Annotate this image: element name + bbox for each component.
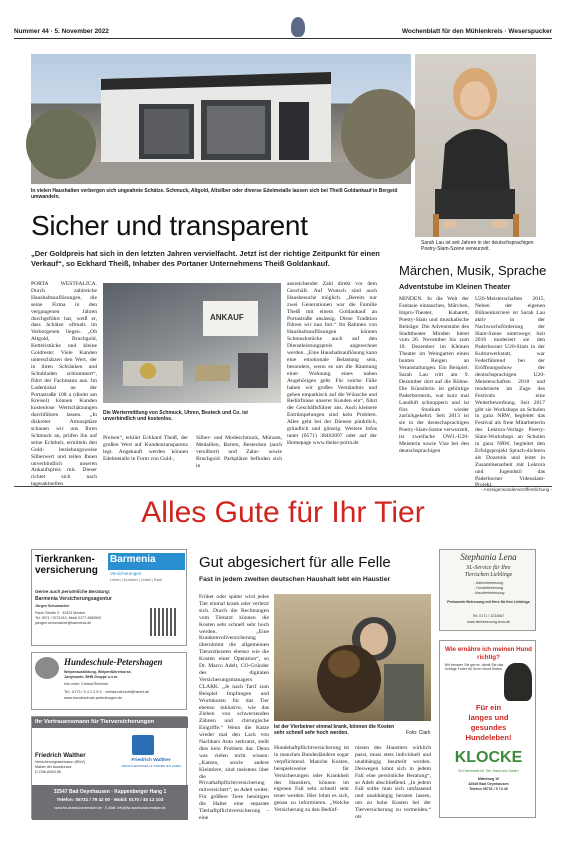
walther-role2: Makler der Assekuranz <box>35 765 72 769</box>
side-subhead: Adventstube im Kleinen Theater <box>399 282 511 291</box>
walther-header: Ihr Vertrauensmann für Tierversicherungen <box>32 717 188 728</box>
stephania-web: www.tierbetreuung-lena.de <box>467 620 510 624</box>
lead-gold: „Der Goldpreis hat sich in den letzten Jahren vervielfacht. Jetzt ist der richtige Zeitpunkt für einen Verkauf“, so Eckhard Theiß, Inhaber des Portaner Unternehmens Theiß Goldankauf. <box>31 249 380 268</box>
barmenia-line6: juergen.schumacher@barmenia.de <box>35 621 92 625</box>
storefront-caption: In vielen Haushalten verbergen sich ungeahnte Schätze. Schmuck, Altgold, Altsilber oder diverse Edelmetalle lassen sich bei Theiß Goldankauf in Bergeid umwandeln. <box>31 188 398 200</box>
poet-portrait-photo <box>415 54 536 237</box>
barmenia-tagline: Leben | Kranken | Unfall | Sach <box>110 578 163 582</box>
dog-image-icon <box>504 663 532 701</box>
klocke-claim4: Hundeleben! <box>465 733 512 742</box>
barmenia-line2: Barmenia Versicherungsagentur <box>35 596 112 602</box>
section-divider <box>14 486 552 487</box>
barmenia-title: Tierkranken-versicherung <box>35 554 98 576</box>
klocke-claim1: Für ein <box>475 703 502 712</box>
stephania-item3: - Haustierbetreuung <box>472 591 505 595</box>
gold-column-1: PORTA WESTFALICA. Durch zahlreiche Haushaltsauflösungen, die seine Firma in den vergangenen Jahren durchgeführt hat, weiß er, dass Schätze oftmals im Verborgenen liegen. „Ob Altgold, Bruchgold, Ketteristücke und kleine Goldreste: Viele Kunden unterschätzen den Wert, der in ihren Schränken und Schubladen schlummert“, führt der Fachmann aus. Im Ladenlokal an der Portastraße 108 a (direkt am Kreisel) können Kunden kostenlose Wertschätzungen durchführen lassen. „In diskreter Atmosphäre schauen wir uns Ihren Schmuck an, prüfen ihn auf seine Echtheit, ermitteln den Gold- beziehungsweise Silberwert und teilen Ihnen unverbindlich unseren Ankaufspreis mit. Dieser richtet sich nach tagesaktuellen <box>31 281 97 488</box>
klocke-ad[interactable] <box>439 640 536 818</box>
hundeschule-line2: Junghunde, BHB Gruppe u.v.m. <box>64 675 119 679</box>
hundeschule-line5: www.hundeschule-petershagen.de <box>64 696 123 700</box>
stephania-more: Preiswerte Betreuung mit Herz für Ihre Lieblinge <box>447 600 530 604</box>
walther-role: Versicherungsfachmann (BWV) <box>35 760 86 764</box>
dog-photo <box>274 594 431 721</box>
dog-photo-credit: Foto: Clark <box>406 730 431 736</box>
klocke-tel: Telefon 05731 / 9 74 40 <box>469 787 508 791</box>
walther-web: www.fw-assekuranzmakler.de · E-Mail: info@fw-assekuranzmakler.de <box>54 806 166 810</box>
paper-name: Wochenblatt für den Mühlenkreis · Weserspucker <box>402 28 552 35</box>
barmenia-ad[interactable] <box>31 549 187 646</box>
klocke-addr: Mittelweg 10 <box>477 777 500 781</box>
stephania-name: Stephania Lena <box>460 552 517 562</box>
gold-shop-caption: Die Wertermittlung von Schmuck, Uhren, Besteck und Co. ist unverbindlich und kostenlos. <box>103 410 248 422</box>
walther-phone: Telefon: 05731 / 79 42 00 · Mobil: 0170 / 45 12 103 <box>56 797 164 802</box>
gold-column-4: ausreichender Zahl direkt vor dem Geschäft. Auf Wunsch sind auch Hausbesuche möglich. „Bereits nur zwei Generationen war die Familie Theiß mit einem Goldankauf an Portastraße ansässig. Diese Tradition führen wir nun fort.“ Im Rahmen von Haushaltsauflösungen können Schmuckstücke auch auf den Dienstleistungspreis angerechnet werden. „Eine Haushaltsauflösung kann eine emotionale Belastung sein, besonders, wenn es um die Räumung einer Wohnung eines nahen Angehörigen geht. Für solche Fälle haben wir großes Verständnis und gehen empathisch auf die Wünsche und Bedürfnisse unserer Kunden ein“, führt der Geschäftsführer aus. Auch kleinere Entrümpelungen sind kein Problem. Alles geht bei der Dienste pünktlich, gründlich und günstig. Weitere Infos unter (0571) 38462097 oder auf der Homepage www.theiss-porta.de <box>287 281 377 446</box>
walther-brand: Friedrich Walther <box>131 758 171 763</box>
klocke-brand-sub: Ihr Fachmarkt für Tier, Haus und Garten <box>458 769 519 773</box>
klocke-brand: KLOCKE <box>454 749 523 766</box>
hundeschule-line1: Welpenausbildung, Welpenführerkurse, <box>64 670 132 674</box>
pet-subhead: Fast in jedem zweiten deutschen Haushalt lebt ein Haustier <box>199 576 391 583</box>
dog-photo-caption: Ist der Vierbeiner einmal krank, können die Kosten sehr schnell sehr hoch werden. <box>274 724 395 736</box>
barmenia-brand: Barmenia <box>110 554 156 565</box>
gold-column-2: Preisen“, erklärt Eckhard Theiß, der großen Wert auf Kundentransparenz legt. Angekauft werden können Edelmetalle in Form von Gold-, <box>103 435 188 462</box>
stephania-item2: - Hundebetreuung <box>474 586 503 590</box>
walther-ad[interactable] <box>31 716 187 819</box>
stephania-ad[interactable] <box>439 549 536 631</box>
page-header <box>14 27 552 39</box>
hundeschule-ad[interactable] <box>31 652 187 710</box>
walther-logo-icon <box>132 735 154 755</box>
klocke-headline: Wie ernähre ich meinen Hund richtig? <box>445 646 532 661</box>
gold-column-3: Silber- und Modeschmuck, Münzen, Medaillen, Barren, Bestecken (auch versilbert) und Zahn- sowie Bruchgold. Parkplätze befinden sich in <box>196 435 282 469</box>
hundeschule-line3: Info unter: Christa Reinhold <box>64 682 108 686</box>
side-headline: Märchen, Musik, Sprache <box>399 263 547 278</box>
qr-code-icon <box>150 608 178 636</box>
walther-code: D-O98-AVB9-56 <box>35 770 61 774</box>
portrait-caption: Sarah Lau ist seit Jahren in der deutschsprachigen Poetry-Slam-Szene verwurzelt. <box>421 240 534 252</box>
barmenia-line5: Tel. 0571 / 9721910, Mobil 0177 4985500 <box>35 616 102 620</box>
side-column-1: MINDEN. In die Welt der Fantasie eintauchen, Märchen, Impro-Theater, Kabarett, Poetry-Slam und musikalische Beiträge: Die Adventstube des Stadttheater Minden bietet vom 26. November bis zum 18. Dezember im Kleinen Theater im Weingarten einen bunten Reigen an Veranstaltungen. Ein Beispiel: Sarah Lau tritt am 9. Dezember dort auf die Bühne. Die Künstlerin ist gebürtige Paderbornerin, war kurz mal Landluft schnuppern und ist fürs Studium wieder zurückgekehrt. Seit 2013 ist sie in der deutschsprachigen Poetry-Slam-Szene verwurzelt, ist zweifache OWL-U20-Meisterin sowie Vize bei den deutschsprachigen <box>399 296 469 454</box>
headline-gold: Sicher und transparent <box>31 210 308 241</box>
walther-address: 32547 Bad Oeynhausen · Kappenberger Hang 1 <box>53 789 167 795</box>
barmenia-line4: Paulo Straße 3 · 32423 Minden <box>35 611 85 615</box>
pet-column-1: Früher oder später wird jedes Tier einmal krank oder verletzt sich. Durch die Rechnungen vom Tierarzt können die Kosten sehr schnell sehr hoch werden. „Eine Krankenvollversicherung übernimmt die allgemeinen Tierarztkosten ebenso wie die Kosten einer Operation“, so Dr. Marco Adelt, CO-Gründer des digitalen Versicherungsmanagers CLARK. „Je nach Tarif zum Beispiel Impfungen und Wurmkuren für das Tier ebenso inklusive, wie das Ziehen von schwerzenden Zähnen und chirurgische Eingriffe.“ Wenn die Katze wieder mal den Lack von Nachbars Auto zerkratzt, stellt dies kein Problem dar. Denn was vielen nicht wissen: „Katzen, sowie andere Kleintiere, sind meistens über die Privathaftpflichtversicherung mitversichert“, so Adelt weiter. Für größere Tiere benötigen die Halter eine separate Tierhaftpflichtversicherung – eine <box>199 594 269 821</box>
klocke-city: 32549 Bad Oeynhausen <box>468 782 509 786</box>
storefront-photo <box>31 54 411 184</box>
dog-logo-icon <box>35 657 59 679</box>
stephania-line1: SL-Service für Ihre <box>466 565 511 571</box>
klocke-claim2: langes und <box>468 713 509 722</box>
barmenia-line1: Gerne auch persönliche Beratung: <box>35 589 111 594</box>
hundeschule-line4: Tel.: 0173 / 0 4 2 2 5 4 · christa.reinhold@hsnet.de <box>64 690 150 694</box>
stephania-tel: Tel. 0171 / 1234567 <box>472 614 505 618</box>
walther-brand-sub: VERSICHERUNGEN & IMMOBILIEN GMBH <box>121 764 181 768</box>
barmenia-brand-sub: Versicherungen <box>110 571 142 576</box>
pet-column-2: Hundehaftpflichtversicherung ist in manchen Bundesländern sogar verpflichtend. Manche Kosten, beispielsweise für Versicherungen oder Krankheit des Haustiers, können im eigenen Fall sehr schnell sehr teuer werden. Hier lohnt es sich, genau zu informieren. „Welche Versicherung zu den Bedürf- <box>274 745 349 814</box>
stephania-line2: Tierischen Lieblinge <box>464 572 513 578</box>
advertorial-note: - Anzeigensonderveröffentlichung - <box>481 487 552 492</box>
side-column-2: U20-Meisterschaften 2015. Neben der eigenen Bühnenkarriere ist Sarah Lau aktiv in der Nachwuchsförderung der Slam-Szene unterwegs: Seit 2016 moderiert sie den Paderborner U20-Slam in der Kulturwerkstatt, war Federführend bei der Eröffnungsshow der deutschsprachigen U20-Meisterschaften 2018 und moderierte im Zuge des Festivals eine Weiterbewerbung. Seit 2017 gibt sie Workshops an Schulen in ganz NRW, begleitet das Festival als freie Mitarbeiterin des Lektora-Verlags Poetry-Slam-Workshops an Schulen in ganz NRW, begleitet den Erfolgsprojekt Sprach-dichtern als Dozentin und leitet in Zusammenarbeit mit Lektora und Jugendstil das Paderborner Videoslam-Projekt. <box>475 296 545 489</box>
gold-shop-photo <box>103 283 281 403</box>
section-title: Alles Gute für Ihr Tier <box>141 496 425 529</box>
walther-name: Friedrich Walther <box>35 752 86 759</box>
klocke-claim3: gesundes <box>470 723 507 732</box>
pet-headline: Gut abgesichert für alle Felle <box>199 554 391 571</box>
klocke-body: Wir beraten Sie gerne, damit Sie das richtige Futter für Ihren Hund finden. <box>444 663 504 672</box>
issue-date: Nummer 44 · 5. November 2022 <box>14 28 109 35</box>
pet-column-3: nissen des Haustiers wirklich passt, muss stets individuell und unabhängig beurteilt werden. Deswegen lohnt sich in jedem Fall eine persönliche Beratung“, so Adelt abschließend. „In jedem Fall sollte man sich umfassend und unabhängig beraten lassen, um zu hohe Kosten bei der Tierversicherung zu vermeiden.“ ots <box>355 745 431 821</box>
ankauf-sign: ANKAUF <box>210 313 244 322</box>
logo-icon <box>291 17 305 37</box>
barmenia-line3: Jürgen Schumacher <box>35 604 70 608</box>
stephania-item1: - Katzenbetreuung <box>473 581 504 585</box>
hundeschule-title: Hundeschule-Petershagen <box>64 657 163 667</box>
